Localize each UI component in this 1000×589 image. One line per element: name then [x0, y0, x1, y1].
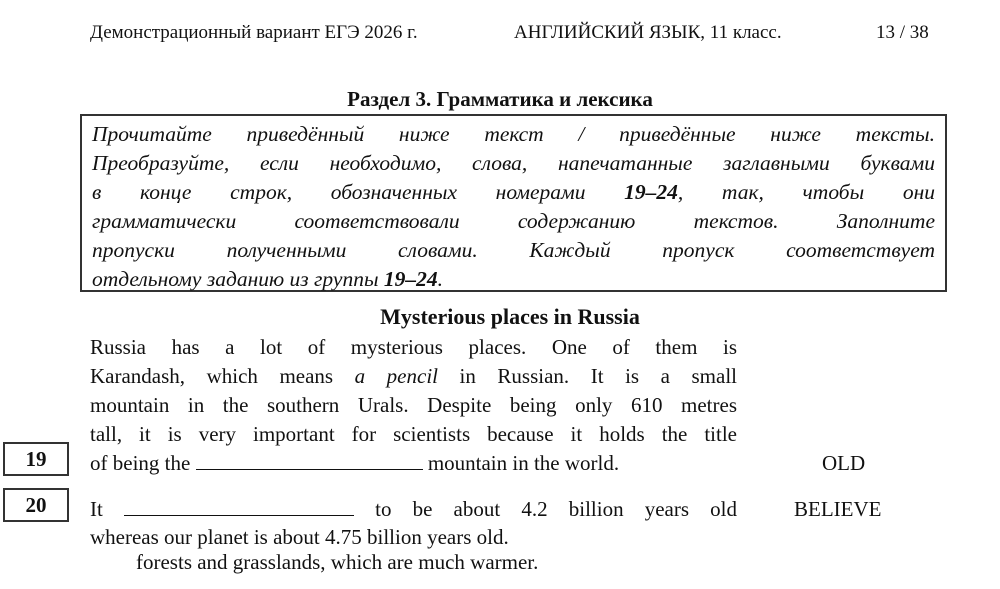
keyword-20: BELIEVE: [794, 497, 882, 521]
instruction-line: грамматически соответствовали содержанию текстов. Заполните: [92, 209, 935, 233]
header-exam-title: Демонстрационный вариант ЕГЭ 2026 г.: [90, 22, 418, 43]
instruction-text: в конце строк, обозначенных номерами: [92, 180, 625, 204]
text-fragment: Karandash, which means: [90, 364, 355, 388]
instruction-line: [92, 178, 935, 207]
text-fragment: in Russian. It is a small: [438, 364, 737, 388]
text-line: Russia has a lot of mysterious places. One of them is: [90, 335, 737, 359]
text-line: mountain in the southern Urals. Despite being only 610 metres: [90, 393, 737, 417]
instruction-line: Преобразуйте, если необходимо, слова, напечатанные заглавными буквами: [92, 151, 935, 175]
text-line: whereas our planet is about 4.75 billion years old.: [90, 525, 509, 549]
text-line: [90, 495, 737, 523]
instruction-line: [92, 265, 935, 294]
keyword-19: OLD: [822, 451, 866, 475]
task-range: 19–24: [624, 180, 678, 204]
answer-blank-19[interactable]: [196, 449, 423, 470]
italic-term: a pencil: [354, 364, 438, 388]
text-line: [90, 449, 737, 477]
text-line: forests and grasslands, which are much warmer.: [136, 550, 539, 574]
instruction-line: Прочитайте приведённый ниже текст / приведённые ниже тексты.: [92, 122, 935, 146]
instruction-text: отдельному заданию из группы: [92, 267, 384, 291]
task-number-20: 20: [3, 488, 69, 522]
instruction-box: [80, 114, 947, 292]
answer-blank-20[interactable]: [124, 495, 354, 516]
header-page-number: 13 / 38: [876, 22, 929, 43]
text-line: tall, it is very important for scientists because it holds the title: [90, 422, 737, 446]
section-title: Раздел 3. Грамматика и лексика: [347, 87, 653, 111]
instruction-text: , так, чтобы они: [677, 180, 935, 204]
header-subject: АНГЛИЙСКИЙ ЯЗЫК, 11 класс.: [514, 22, 782, 43]
text-fragment: to be about 4.2 billion years old: [375, 497, 737, 521]
task-number-19: 19: [3, 442, 69, 476]
instruction-line: пропуски полученными словами. Каждый пропуск соответствует: [92, 238, 935, 262]
text-fragment: It: [90, 497, 103, 521]
text-line: [90, 362, 737, 390]
task-range: 19–24: [383, 267, 438, 291]
text-fragment: mountain in the world.: [427, 451, 620, 475]
text-title: Mysterious places in Russia: [380, 304, 640, 329]
instruction-text: .: [437, 267, 444, 291]
text-fragment: of being the: [90, 451, 191, 475]
